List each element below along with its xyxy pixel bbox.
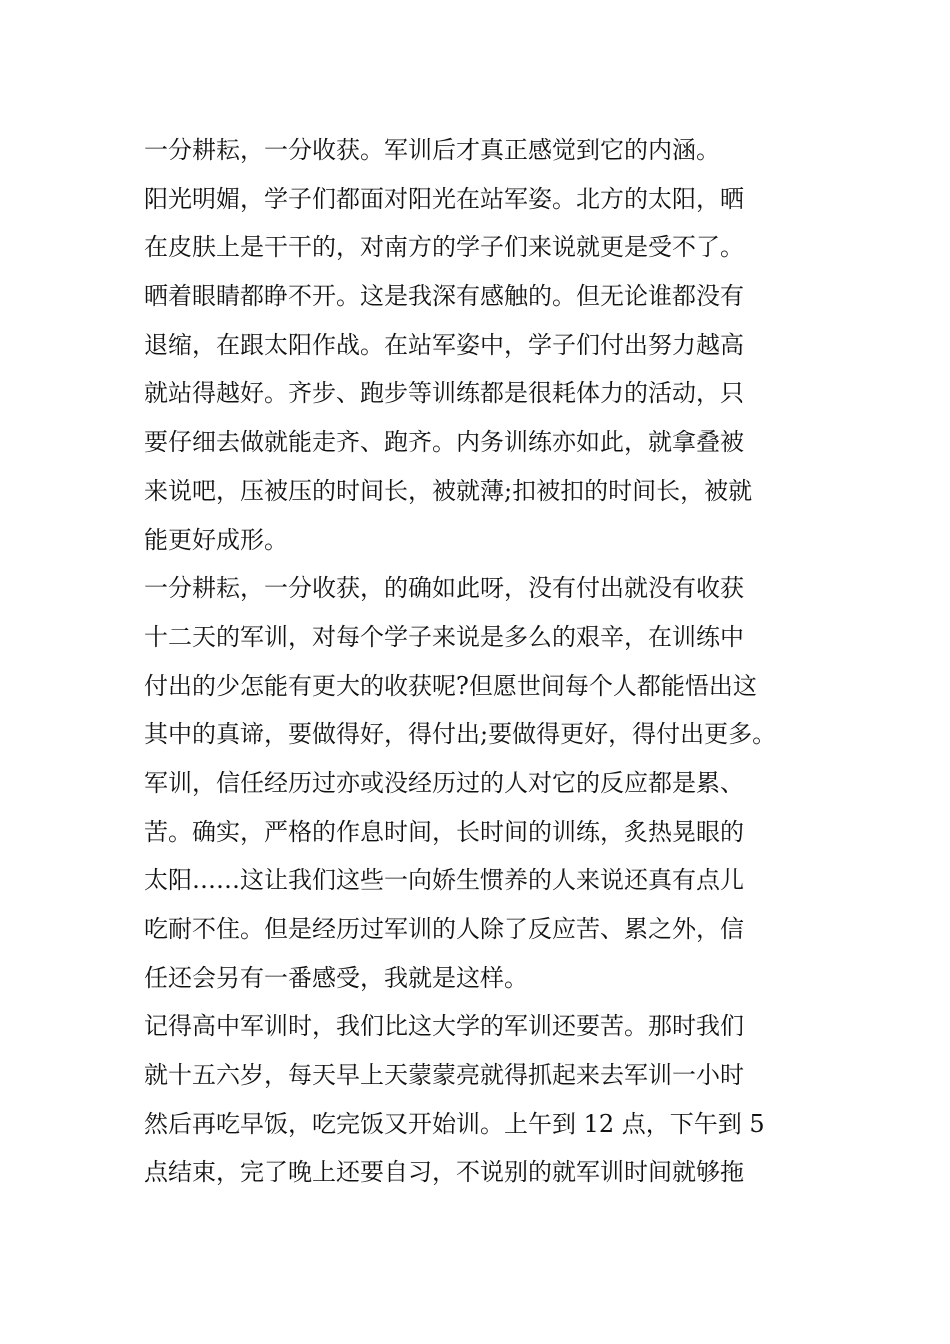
document-body [144, 126, 814, 1197]
text-line-2: 阳光明媚，学子们都面对阳光在站军姿。北方的太阳，晒 [144, 184, 744, 213]
text-line-15: 苦。确实，严格的作息时间，长时间的训练，炙热晃眼的 [144, 817, 744, 846]
text-line-11: 十二天的军训，对每个学子来说是多么的艰辛，在训练中 [144, 622, 744, 651]
text-line-10: 一分耕耘，一分收获，的确如此呀，没有付出就没有收获 [144, 574, 744, 603]
text-line-20: 就十五六岁，每天早上天蒙蒙亮就得抓起来去军训一小时 [144, 1061, 744, 1090]
text-line-1: 一分耕耘，一分收获。军训后才真正感觉到它的内涵。 [144, 136, 720, 164]
text-line-18: 任还会另有一番感受，我就是这样。 [144, 963, 528, 992]
text-line-21: 然后再吃早饭，吃完饭又开始训。上午到 12 点，下午到 5 [144, 1109, 765, 1138]
text-line-13: 其中的真谛，要做得好，得付出;要做得更好，得付出更多。 [144, 720, 777, 749]
text-line-8: 来说吧，压被压的时间长，被就薄;扣被扣的时间长，被就 [144, 476, 753, 505]
text-line-17: 吃耐不住。但是经历过军训的人除了反应苦、累之外，信 [144, 915, 744, 943]
text-line-12: 付出的少怎能有更大的收获呢?但愿世间每个人都能悟出这 [144, 671, 757, 700]
text-line-14: 军训，信任经历过亦或没经历过的人对它的反应都是累、 [144, 768, 744, 797]
text-line-16: 太阳……这让我们这些一向娇生惯养的人来说还真有点儿 [144, 866, 744, 895]
text-line-3: 在皮肤上是干干的，对南方的学子们来说就更是受不了。 [144, 233, 744, 262]
text-line-7: 要仔细去做就能走齐、跑齐。内务训练亦如此，就拿叠被 [144, 428, 744, 457]
text-line-4: 晒着眼睛都睁不开。这是我深有感触的。但无论谁都没有 [144, 282, 744, 311]
text-line-6: 就站得越好。齐步、跑步等训练都是很耗体力的活动，只 [144, 379, 744, 408]
text-line-22: 点结束，完了晚上还要自习，不说别的就军训时间就够拖 [144, 1158, 744, 1187]
text-line-5: 退缩，在跟太阳作战。在站军姿中，学子们付出努力越高 [144, 330, 744, 359]
text-line-19: 记得高中军训时，我们比这大学的军训还要苦。那时我们 [144, 1012, 744, 1041]
text-line-9: 能更好成形。 [144, 525, 288, 554]
